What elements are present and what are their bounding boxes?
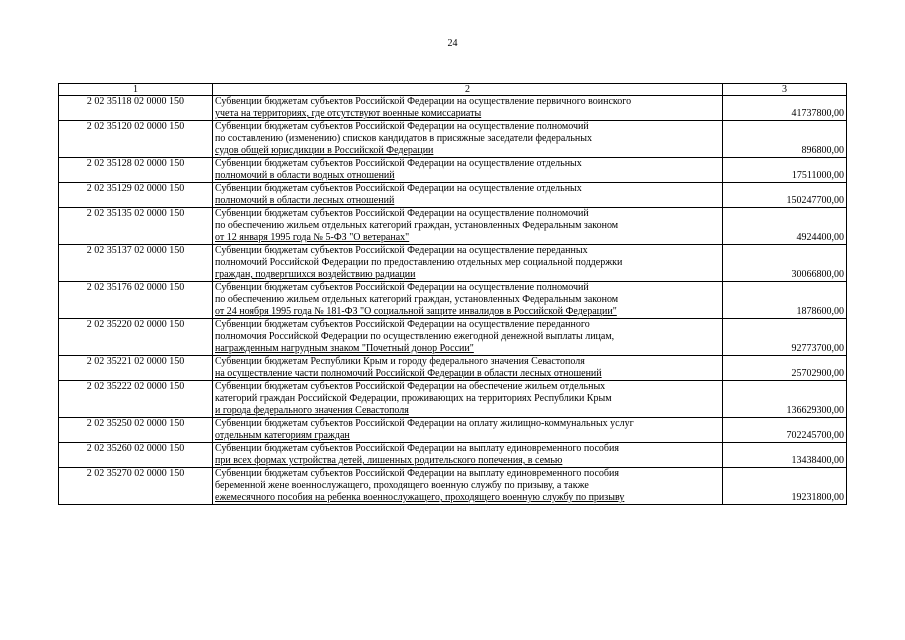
budget-code-cell: 2 02 35137 02 0000 150	[59, 245, 213, 282]
description-cell	[213, 468, 723, 505]
table-row	[59, 418, 847, 443]
description-cell	[213, 158, 723, 183]
amount-cell: 25702900,00	[723, 356, 847, 381]
amount-cell: 4924400,00	[723, 208, 847, 245]
amount-cell: 41737800,00	[723, 96, 847, 121]
budget-code-cell: 2 02 35250 02 0000 150	[59, 418, 213, 443]
table-row	[59, 158, 847, 183]
budget-code-cell: 2 02 35135 02 0000 150	[59, 208, 213, 245]
budget-code-cell: 2 02 35176 02 0000 150	[59, 282, 213, 319]
description-line: Субвенции бюджетам субъектов Российской Федерации на оплату жилищно-коммунальных услуг	[215, 418, 634, 429]
description-line: и города федерального значения Севастополя	[215, 405, 409, 416]
description-line: учета на территориях, где отсутствуют военные комиссариаты	[215, 108, 482, 119]
table-row	[59, 96, 847, 121]
description-cell	[213, 443, 723, 468]
budget-table	[58, 83, 847, 505]
description-line: Субвенции бюджетам Республики Крым и городу федерального значения Севастополя	[215, 356, 585, 367]
description-cell	[213, 245, 723, 282]
table-row	[59, 183, 847, 208]
table-row	[59, 443, 847, 468]
budget-code-cell: 2 02 35120 02 0000 150	[59, 121, 213, 158]
description-line: категорий граждан Российской Федерации, проживающих на территориях Республики Крым	[215, 393, 612, 404]
description-line: Субвенции бюджетам субъектов Российской Федерации на осуществление полномочий	[215, 121, 589, 132]
header-cell-description: 2	[213, 84, 723, 96]
table-row	[59, 356, 847, 381]
table-row	[59, 468, 847, 505]
budget-code-cell: 2 02 35221 02 0000 150	[59, 356, 213, 381]
description-line: по обеспечению жильем отдельных категорий граждан, установленных Федеральным законом	[215, 220, 619, 231]
description-line: беременной жене военнослужащего, проходящего военную службу по призыву, а также	[215, 480, 589, 491]
description-line: Субвенции бюджетам субъектов Российской Федерации на осуществление полномочий	[215, 208, 589, 219]
description-line: от 12 января 1995 года № 5-ФЗ "О ветеранах"	[215, 232, 410, 243]
description-line: полномочий в области водных отношений	[215, 170, 395, 181]
description-cell	[213, 96, 723, 121]
description-line: Субвенции бюджетам субъектов Российской Федерации на выплату единовременного пособия	[215, 443, 619, 454]
budget-code-cell: 2 02 35129 02 0000 150	[59, 183, 213, 208]
description-line: Субвенции бюджетам субъектов Российской Федерации на осуществление полномочий	[215, 282, 589, 293]
description-line: награжденным нагрудным знаком "Почетный донор России"	[215, 343, 474, 354]
amount-cell: 136629300,00	[723, 381, 847, 418]
description-line: полномочия Российской Федерации по осуществлению ежегодной денежной выплаты лицам,	[215, 331, 615, 342]
description-line: Субвенции бюджетам субъектов Российской Федерации на осуществление первичного воинского	[215, 96, 632, 107]
header-cell-amount: 3	[723, 84, 847, 96]
table-row	[59, 121, 847, 158]
description-line: на осуществление части полномочий Российской Федерации в области лесных отношений	[215, 368, 602, 379]
budget-code-cell: 2 02 35270 02 0000 150	[59, 468, 213, 505]
description-cell	[213, 121, 723, 158]
description-line: Субвенции бюджетам субъектов Российской Федерации на осуществление отдельных	[215, 183, 582, 194]
description-cell	[213, 183, 723, 208]
amount-cell: 30066800,00	[723, 245, 847, 282]
description-cell	[213, 319, 723, 356]
description-cell	[213, 282, 723, 319]
amount-cell: 1878600,00	[723, 282, 847, 319]
table-row	[59, 208, 847, 245]
amount-cell: 92773700,00	[723, 319, 847, 356]
description-line: граждан, подвергшихся воздействию радиации	[215, 269, 416, 280]
header-cell-code: 1	[59, 84, 213, 96]
table-row	[59, 319, 847, 356]
table-row	[59, 381, 847, 418]
amount-cell: 17511000,00	[723, 158, 847, 183]
description-cell	[213, 208, 723, 245]
description-line: Субвенции бюджетам субъектов Российской Федерации на осуществление отдельных	[215, 158, 582, 169]
header-row	[59, 84, 847, 96]
amount-cell: 702245700,00	[723, 418, 847, 443]
description-cell	[213, 418, 723, 443]
description-line: по составлению (изменению) списков кандидатов в присяжные заседатели федеральных	[215, 133, 592, 144]
description-line: Субвенции бюджетам субъектов Российской Федерации на выплату единовременного пособия	[215, 468, 619, 479]
description-line: Субвенции бюджетам субъектов Российской Федерации на обеспечение жильем отдельных	[215, 381, 606, 392]
amount-cell: 150247700,00	[723, 183, 847, 208]
amount-cell: 19231800,00	[723, 468, 847, 505]
description-line: ежемесячного пособия на ребенка военнослужащего, проходящего военную службу по призыву	[215, 492, 625, 503]
amount-cell: 13438400,00	[723, 443, 847, 468]
page-number: 24	[447, 38, 458, 49]
budget-code-cell: 2 02 35220 02 0000 150	[59, 319, 213, 356]
description-line: от 24 ноября 1995 года № 181-ФЗ "О социальной защите инвалидов в Российской Федерации"	[215, 306, 617, 317]
description-line: судов общей юрисдикции в Российской Федерации	[215, 145, 434, 156]
amount-cell: 896800,00	[723, 121, 847, 158]
description-line: Субвенции бюджетам субъектов Российской Федерации на осуществление переданного	[215, 319, 590, 330]
description-line: полномочий в области лесных отношений	[215, 195, 395, 206]
table-row	[59, 245, 847, 282]
description-cell	[213, 381, 723, 418]
description-line: по обеспечению жильем отдельных категорий граждан, установленных Федеральным законом	[215, 294, 619, 305]
description-line: полномочий Российской Федерации по предоставлению отдельных мер социальной поддержки	[215, 257, 623, 268]
description-line: отдельным категориям граждан	[215, 430, 350, 441]
table-row	[59, 282, 847, 319]
budget-code-cell: 2 02 35118 02 0000 150	[59, 96, 213, 121]
description-line: Субвенции бюджетам субъектов Российской Федерации на осуществление переданных	[215, 245, 588, 256]
budget-code-cell: 2 02 35222 02 0000 150	[59, 381, 213, 418]
budget-code-cell: 2 02 35128 02 0000 150	[59, 158, 213, 183]
description-line: при всех формах устройства детей, лишенных родительского попечения, в семью	[215, 455, 563, 466]
description-cell	[213, 356, 723, 381]
budget-code-cell: 2 02 35260 02 0000 150	[59, 443, 213, 468]
